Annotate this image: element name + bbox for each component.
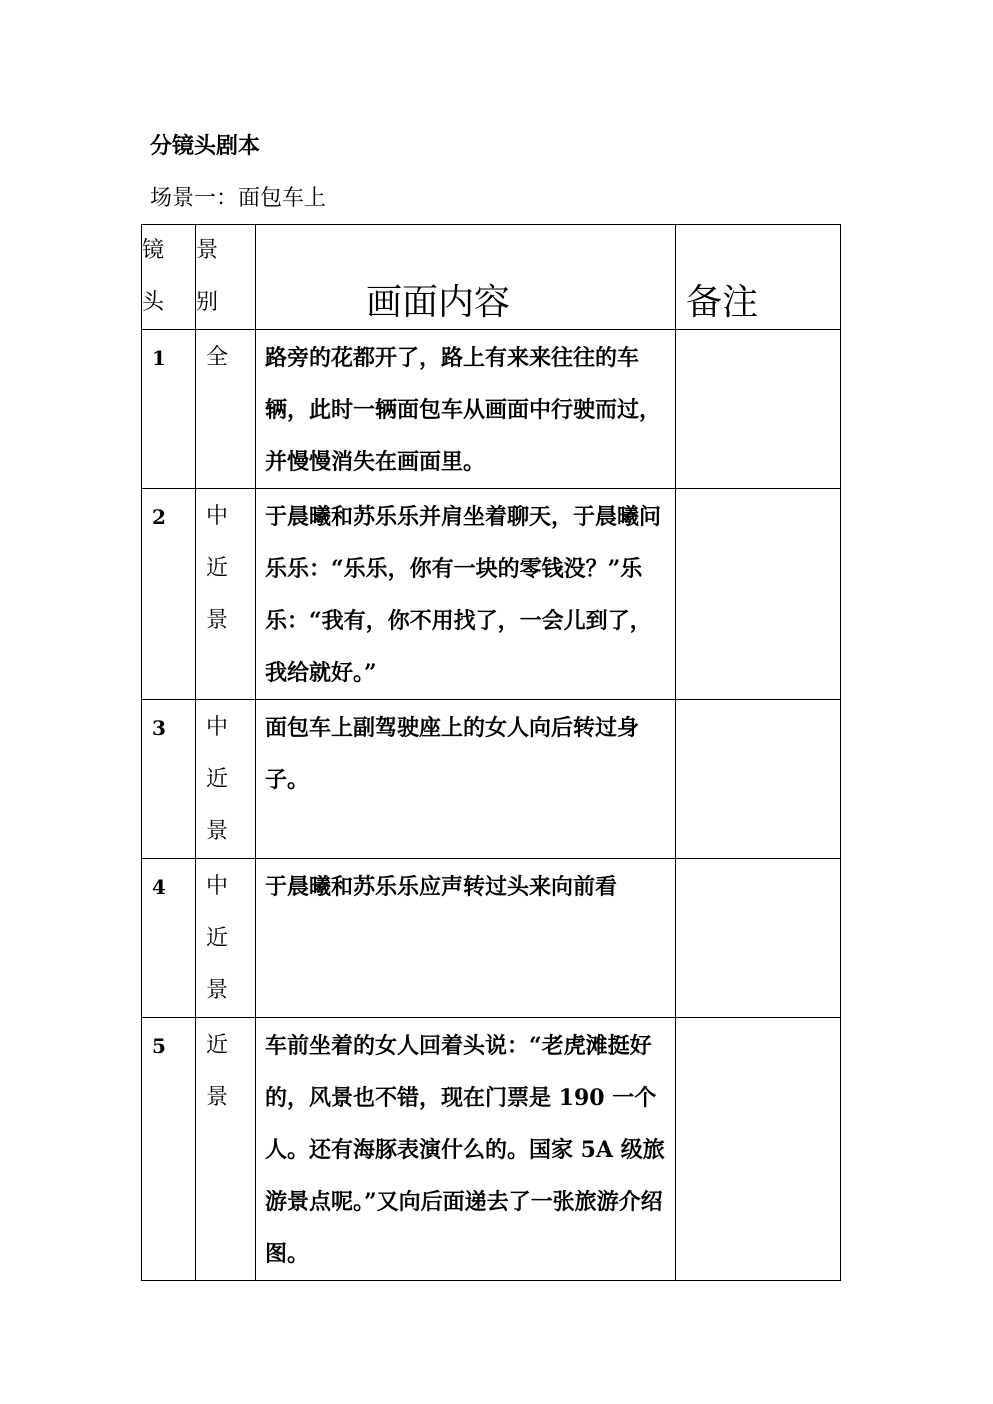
shot-notes	[676, 1018, 841, 1281]
shot-type-char: 景	[206, 819, 229, 844]
shot-type-char: 全	[206, 345, 229, 370]
storyboard-table	[141, 224, 841, 1281]
shot-content: 路旁的花都开了，路上有来来往往的车辆，此时一辆面包车从画面中行驶而过，并慢慢消失在画面里。	[256, 330, 676, 489]
shot-content: 车前坐着的女人回着头说：“老虎滩挺好的，风景也不错，现在门票是 190 一个人。还有海豚表演什么的。国家 5A 级旅游景点呢。”又向后面递去了一张旅游介绍图。	[256, 1018, 676, 1281]
header-shot-char: 镜	[142, 238, 165, 263]
shot-number: 1	[142, 330, 196, 489]
header-notes: 备注	[676, 225, 841, 330]
shot-content: 于晨曦和苏乐乐并肩坐着聊天，于晨曦问乐乐：“乐乐，你有一块的零钱没？”乐乐：“我有，你不用找了，一会儿到了，我给就好。”	[256, 489, 676, 700]
shot-notes	[676, 700, 841, 859]
shot-type-char: 中	[206, 504, 229, 529]
shot-type-char: 近	[206, 1033, 229, 1058]
header-type-char: 景	[196, 238, 219, 263]
header-shot-type	[196, 225, 256, 330]
table-row	[142, 859, 841, 1018]
table-row	[142, 1018, 841, 1281]
table-row	[142, 489, 841, 700]
header-type-char: 别	[196, 290, 219, 315]
shot-type-char: 中	[206, 715, 229, 740]
document-title: 分镜头剧本	[150, 133, 261, 159]
header-shot-char: 头	[142, 290, 165, 315]
shot-type-char: 景	[206, 978, 229, 1003]
shot-number: 5	[142, 1018, 196, 1281]
shot-content: 面包车上副驾驶座上的女人向后转过身子。	[256, 700, 676, 859]
header-content: 画面内容	[256, 225, 676, 330]
shot-number: 2	[142, 489, 196, 700]
shot-type	[196, 489, 256, 700]
shot-type	[196, 1018, 256, 1281]
shot-type-char: 近	[206, 767, 229, 792]
table-header-row	[142, 225, 841, 330]
shot-type-char: 中	[206, 874, 229, 899]
scene-heading: 场景一：面包车上	[150, 186, 327, 211]
shot-type-char: 景	[206, 608, 229, 633]
shot-type-char: 近	[206, 926, 229, 951]
shot-notes	[676, 330, 841, 489]
shot-type	[196, 859, 256, 1018]
shot-type	[196, 330, 256, 489]
shot-notes	[676, 489, 841, 700]
shot-type-char: 近	[206, 556, 229, 581]
table-row	[142, 330, 841, 489]
header-shot	[142, 225, 196, 330]
shot-type	[196, 700, 256, 859]
shot-content: 于晨曦和苏乐乐应声转过头来向前看	[256, 859, 676, 1018]
shot-number: 4	[142, 859, 196, 1018]
shot-number: 3	[142, 700, 196, 859]
shot-type-char: 景	[206, 1085, 229, 1110]
shot-notes	[676, 859, 841, 1018]
table-row	[142, 700, 841, 859]
